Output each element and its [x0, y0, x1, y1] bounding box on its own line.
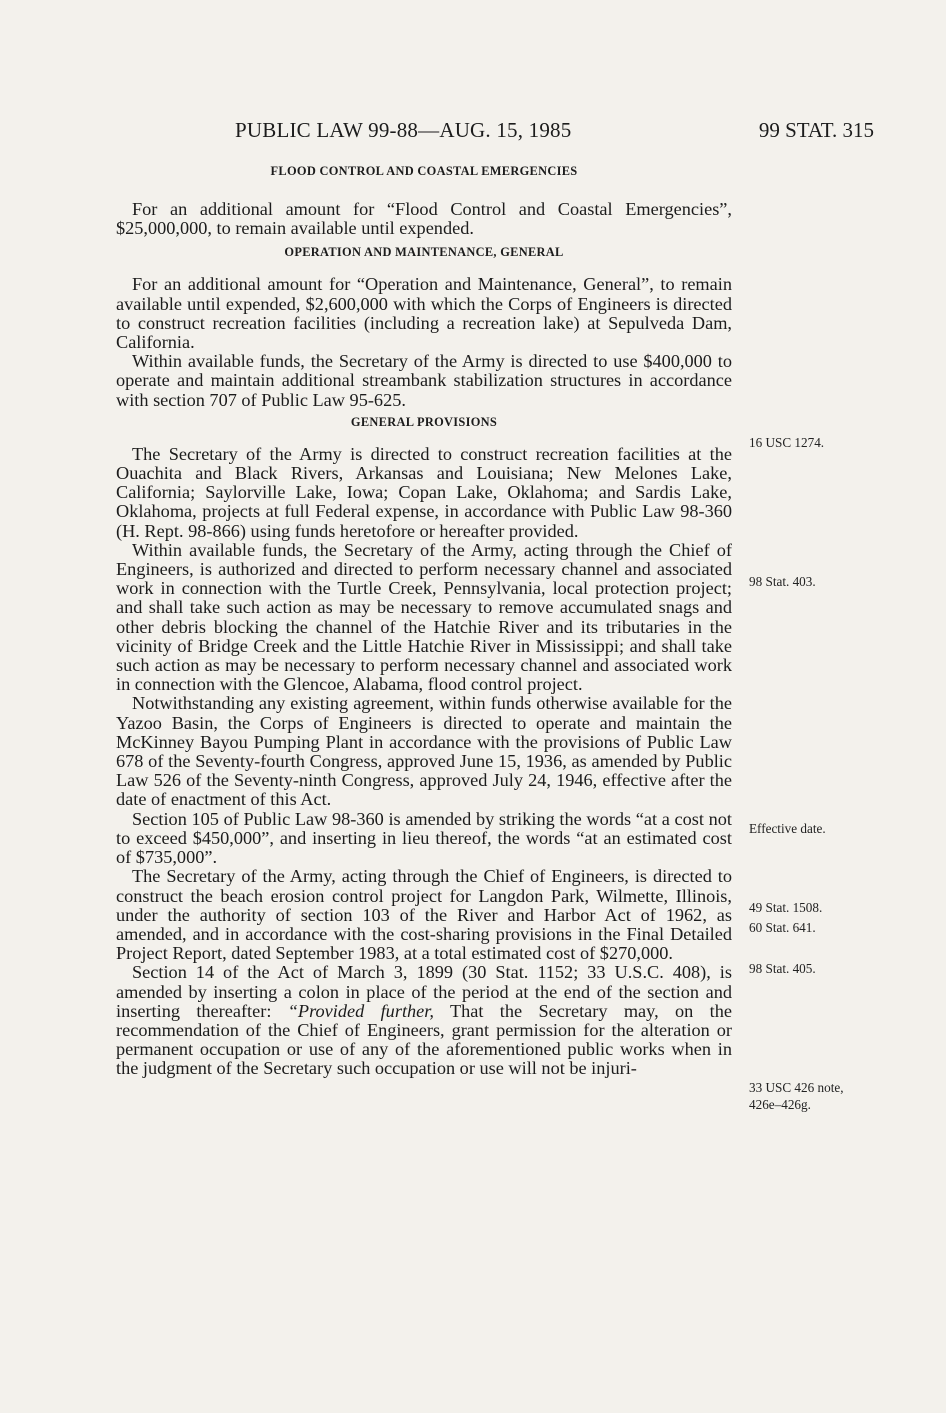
paragraph-general-6-continuation: That the Secretary may, on the recommendation of the Chief of Engineers, grant permission for the alteration or permanent occupation or use of any of the aforementioned public works when in the judgment of the Secretary such occupation or use will not be injuri-	[116, 1000, 732, 1079]
paragraph-general-6	[116, 963, 732, 1078]
paragraph-general-6-text: Section 14 of the Act of March 3, 1899 (30 Stat. 1152; 33 U.S.C. 408), is amended by inserting a colon in place of the period at the end of the section and inserting thereafter:	[116, 962, 732, 1021]
section-heading-general-provisions: GENERAL PROVISIONS	[350, 414, 498, 429]
page-title: PUBLIC LAW 99-88—AUG. 15, 1985	[235, 118, 572, 142]
section-heading-flood-control: FLOOD CONTROL AND COASTAL EMERGENCIES	[270, 164, 578, 178]
margin-note-98-stat-403: 98 Stat. 403.	[749, 574, 816, 589]
section-heading-operation: OPERATION AND MAINTENANCE, GENERAL	[284, 245, 564, 260]
margin-note-60-stat-641: 60 Stat. 641.	[749, 920, 816, 935]
paragraph-general-6-proviso: “Provided further,	[287, 1000, 434, 1021]
paragraph-general-2: Within available funds, the Secretary of the Army, acting through the Chief of Engineers, is authorized and directed to perform necessary channel and associated work in connection with the Turtle Creek, Pennsylvania, local protection project; and shall take such action as may be necessary to remove accumulated snags and other debris blocking the channel of the Hatchie River and its tributaries in the vicinity of Bridge Creek and the Little Hatchie River in Mississippi; and shall take such action as may be necessary to perform necessary channel and associated work in connection with the Glencoe, Alabama, flood control project.	[116, 539, 732, 695]
paragraph-operation-1: For an additional amount for “Operation and Maintenance, General”, to remain available until expended, $2,600,000 with which the Corps of Engineers is directed to construct recreation facilities (including a recreation lake) at Sepulveda Dam, California.	[116, 274, 732, 353]
paragraph-general-1: The Secretary of the Army is directed to construct recreation facilities at the Ouachita and Black Rivers, Arkansas and Louisiana; New Melones Lake, California; Saylorville Lake, Iowa; Copan Lake, Oklahoma; and Sardis Lake, Oklahoma, projects at full Federal expense, in accordance with Public Law 98-360 (H. Rept. 98-866) using funds heretofore or hereafter provided.	[116, 443, 732, 541]
running-head	[0, 118, 946, 148]
margin-note-16-usc-1274: 16 USC 1274.	[749, 435, 825, 450]
margin-note-33-usc-426	[749, 1079, 844, 1113]
margin-note-49-stat-1508: 49 Stat. 1508.	[749, 900, 823, 915]
stat-page-number: 99 STAT. 315	[758, 118, 874, 142]
paragraph-general-3: Notwithstanding any existing agreement, within funds otherwise available for the Yazoo Basin, the Corps of Engineers is directed to operate and maintain the McKinney Bayou Pumping Plant in accordance with the provisions of Public Law 678 of the Seventy-fourth Congress, approved June 15, 1936, as amended by Public Law 526 of the Seventy-ninth Congress, approved July 24, 1946, effective after the date of enactment of this Act.	[116, 693, 732, 810]
document-body	[116, 164, 732, 1079]
margin-note-33-usc-426-line2: 426e–426g.	[749, 1097, 811, 1112]
margin-note-98-stat-405: 98 Stat. 405.	[749, 961, 816, 976]
paragraph-general-4: Section 105 of Public Law 98-360 is amended by striking the words “at a cost not to exceed $450,000”, and inserting in lieu thereof, the words “at an estimated cost of $735,000”.	[116, 808, 732, 868]
margin-note-effective-date: Effective date.	[749, 821, 826, 836]
paragraph-operation-2: Within available funds, the Secretary of the Army is directed to use $400,000 to operate and maintain additional streambank stabilization structures in accordance with section 707 of Public Law 95-625.	[116, 351, 732, 410]
paragraph-general-5: The Secretary of the Army, acting through the Chief of Engineers, is directed to construct the beach erosion control project for Langdon Park, Wilmette, Illinois, under the authority of section 103 of the River and Harbor Act of 1962, as amended, and in accordance with the cost-sharing provisions in the Final Detailed Project Report, dated September 1983, at a total estimated cost of $270,000.	[116, 866, 732, 964]
paragraph-flood-control: For an additional amount for “Flood Control and Coastal Emergencies”, $25,000,000, to remain available until expended.	[116, 199, 732, 239]
margin-note-33-usc-426-line1: 33 USC 426 note,	[749, 1080, 844, 1095]
